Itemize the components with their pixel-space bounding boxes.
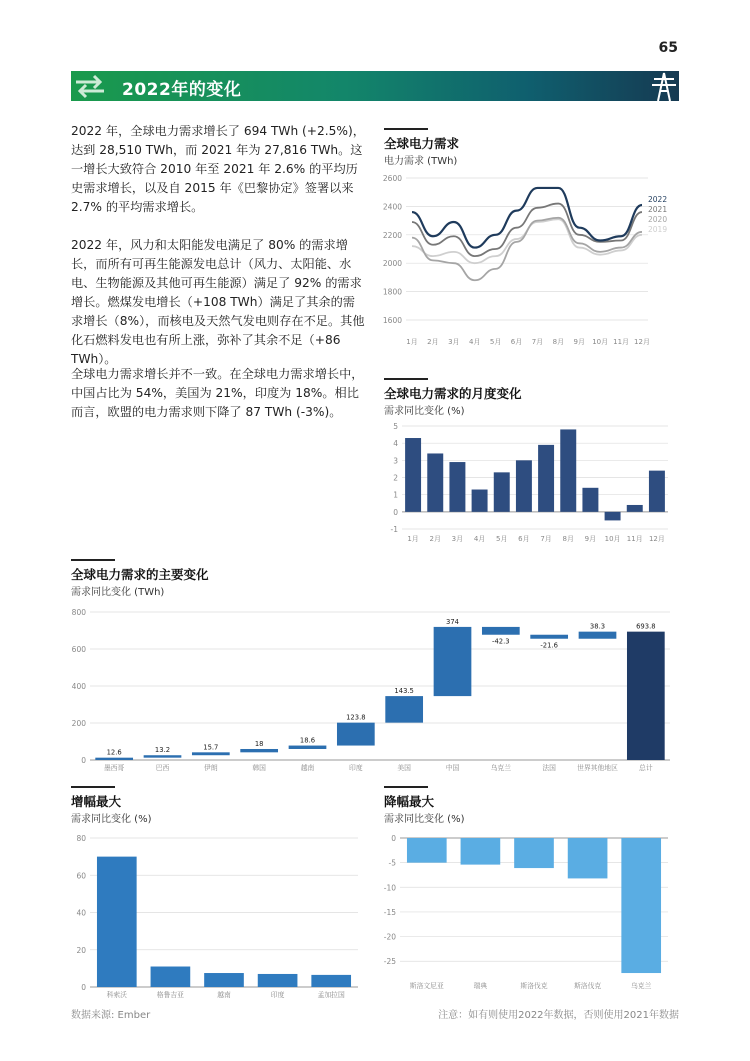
bar [582,488,598,512]
x-tick-label: 12月 [648,535,665,543]
chart-title: 全球电力需求的主要变化 [71,567,209,582]
x-tick-label: 10月 [592,338,609,346]
bar [258,974,298,987]
data-label: 18 [254,739,264,748]
bar [337,723,375,746]
data-label: 374 [446,617,459,626]
chart-title: 降幅最大 [384,794,435,809]
bar [530,635,568,639]
chart-title-rule [384,378,428,380]
bar [605,512,621,521]
x-tick-label: 中国 [445,764,460,772]
bar [407,838,447,863]
y-tick-label: 1600 [382,316,402,325]
x-tick-label: 3月 [448,338,460,346]
y-tick-label: -1 [390,525,398,534]
legend-entry: 2022 [648,195,668,204]
bar [144,755,182,757]
y-tick-label: 400 [71,682,86,691]
y-tick-label: 2200 [382,230,402,240]
bar [494,472,510,511]
x-tick-label: 墨西哥 [103,764,125,772]
x-tick-label: 乌克兰 [631,982,652,990]
legend-entry: 2020 [648,215,668,224]
bar [516,460,532,511]
y-tick-label: 2600 [382,174,402,183]
y-tick-label: -15 [383,907,396,917]
x-tick-label: 10月 [604,535,621,543]
increase-bar-chart [66,828,366,1000]
bar [192,752,230,755]
x-tick-label: 乌克兰 [490,764,512,772]
y-tick-label: 2400 [382,202,402,212]
bar [434,627,472,696]
x-tick-label: 斯洛伐克 [574,982,602,990]
y-tick-label: -20 [383,932,396,942]
y-tick-label: -10 [383,883,396,893]
x-tick-label: 2月 [429,535,441,543]
x-tick-label: 法国 [542,764,556,772]
bar [538,445,554,512]
data-label: 15.7 [203,743,219,752]
bar [514,838,554,868]
bar [204,973,244,987]
y-tick-label: 1 [393,490,398,500]
paragraph-3: 全球电力需求增长并不一致。在全球电力需求增长中，中国占比为 54%，美国为 21%，印度为 18%。相比而言，欧盟的电力需求则下降了 87 TWh (-3%)。 [71,367,364,419]
y-tick-label: 600 [71,645,86,654]
x-tick-label: 韩国 [252,764,266,772]
bar [461,838,501,865]
footer-source: 数据来源: Ember [71,1010,151,1021]
transfer-arrows-icon [72,73,108,99]
x-tick-label: 总计 [639,764,653,772]
x-tick-label: 11月 [626,535,643,543]
bar [289,746,327,749]
bar [151,967,191,987]
y-tick-label: 0 [81,983,86,992]
chart-title-rule [384,128,428,130]
y-tick-label: 20 [76,945,86,955]
bar [427,453,443,511]
x-tick-label: 3月 [451,535,464,543]
x-tick-label: 5月 [496,535,508,543]
x-tick-label: 斯洛文尼亚 [409,982,444,990]
series-line-2020 [412,218,642,280]
x-tick-label: 11月 [613,338,630,346]
waterfall-chart [66,600,680,778]
x-tick-label: 美国 [397,764,411,772]
footer-note: 注意：如有则使用2022年数据，否则使用2021年数据 [438,1010,679,1021]
chart-ylabel: 需求同比变化 (%) [71,814,152,825]
x-tick-label: 巴西 [155,764,170,772]
bar [240,749,278,752]
legend-entry: 2021 [648,205,668,214]
bar [449,462,465,512]
data-label: 18.6 [299,736,316,745]
x-tick-label: 世界其他地区 [577,764,618,772]
y-tick-label: 800 [71,608,86,617]
chart-title: 全球电力需求的月度变化 [384,386,522,401]
chart-ylabel: 需求同比变化 (TWh) [71,587,165,598]
y-tick-label: 3 [393,456,398,466]
power-pylon-icon [650,71,679,101]
y-tick-label: 200 [71,719,86,728]
y-tick-label: 0 [81,756,86,765]
data-label: -42.3 [492,637,510,646]
x-tick-label: 12月 [634,338,650,346]
data-label: 693.8 [636,622,656,631]
bar [482,627,520,635]
x-tick-label: 9月 [584,535,597,543]
x-tick-label: 越南 [217,991,231,999]
chart-ylabel: 需求同比变化 (%) [384,406,465,417]
x-tick-label: 7月 [540,535,552,543]
chart-ylabel: 需求同比变化 (%) [384,814,465,825]
y-tick-label: 80 [76,834,86,843]
x-tick-label: 6月 [518,535,530,543]
x-tick-label: 伊朗 [204,764,218,772]
y-tick-label: 5 [393,422,398,431]
x-tick-label: 斯洛伐克 [520,982,548,990]
bar [97,857,137,987]
y-tick-label: -25 [383,957,396,967]
x-tick-label: 1月 [406,338,418,346]
bar [649,471,665,512]
legend-entry: 2019 [648,225,668,234]
bar [627,505,643,512]
chart-title: 增幅最大 [71,794,122,809]
y-tick-label: -5 [388,858,396,868]
paragraph-1: 2022 年，全球电力需求增长了 694 TWh (+2.5%)，达到 28,510 TWh，而 2021 年为 27,816 TWh。这一增长大致符合 2010 年至 2021 年 2.6% 的平均历史需求增长，以及自 2015 年《巴黎协定》签署以来 2.7% 的平均需求增长。 [71,124,365,214]
x-tick-label: 格鲁吉亚 [156,991,184,999]
page-number: 65 [658,40,678,56]
x-tick-label: 瑞典 [473,982,488,990]
bar [95,758,133,760]
y-tick-label: 2000 [382,259,402,269]
x-tick-label: 越南 [300,764,315,772]
y-tick-label: 2 [393,473,398,483]
x-tick-label: 科索沃 [106,991,127,999]
bar [627,632,665,760]
x-tick-label: 7月 [531,338,544,346]
x-tick-label: 印度 [270,991,285,999]
monthly-bar-chart [380,416,680,546]
bar [621,838,661,973]
bar [568,838,608,878]
x-tick-label: 5月 [489,338,502,346]
y-tick-label: 40 [76,908,86,918]
x-tick-label: 9月 [573,338,586,346]
x-tick-label: 4月 [473,535,486,543]
chart-title-rule [71,559,115,561]
data-label: 143.5 [394,687,414,696]
x-tick-label: 孟加拉国 [317,991,345,999]
bar [472,490,488,512]
chart-title-rule [71,786,115,788]
decrease-bar-chart [380,828,680,1000]
y-tick-label: 0 [393,507,398,517]
data-label: 12.6 [106,748,122,757]
data-label: -21.6 [540,641,558,650]
data-label: 123.8 [346,713,366,722]
paragraph-2: 2022 年，风力和太阳能发电满足了 80% 的需求增长，而所有可再生能源发电总计（风力、太阳能、水电、生物能源及其他可再生能源）满足了 92% 的需求增长。燃煤发电增长（+108 TWh）满足了其余的需求增长（8%），而核电及天然气发电则存在不足。其他化石燃料发电也有所上涨，弥补了其余不足（+86 TWh）。 [71,238,365,366]
y-tick-label: 1800 [382,287,402,297]
bar [405,438,421,512]
bar [385,696,423,723]
bar [560,429,576,511]
chart-title-rule [384,786,428,788]
data-label: 13.2 [154,746,171,755]
chart-title: 全球电力需求 [384,136,460,151]
x-tick-label: 印度 [349,764,363,772]
chart-ylabel: 电力需求 (TWh) [384,156,458,167]
x-tick-label: 2月 [427,338,439,346]
data-label: 38.3 [589,622,606,631]
y-tick-label: 60 [76,871,86,881]
x-tick-label: 8月 [552,338,565,346]
x-tick-label: 1月 [407,535,419,543]
y-tick-label: 4 [393,439,398,449]
section-title: 2022年的变化 [122,80,242,100]
bar [579,632,617,639]
bar [311,975,351,987]
x-tick-label: 6月 [510,338,523,346]
x-tick-label: 4月 [468,338,481,346]
y-tick-label: 0 [391,834,396,843]
x-tick-label: 8月 [562,535,574,543]
line-chart [380,168,680,350]
